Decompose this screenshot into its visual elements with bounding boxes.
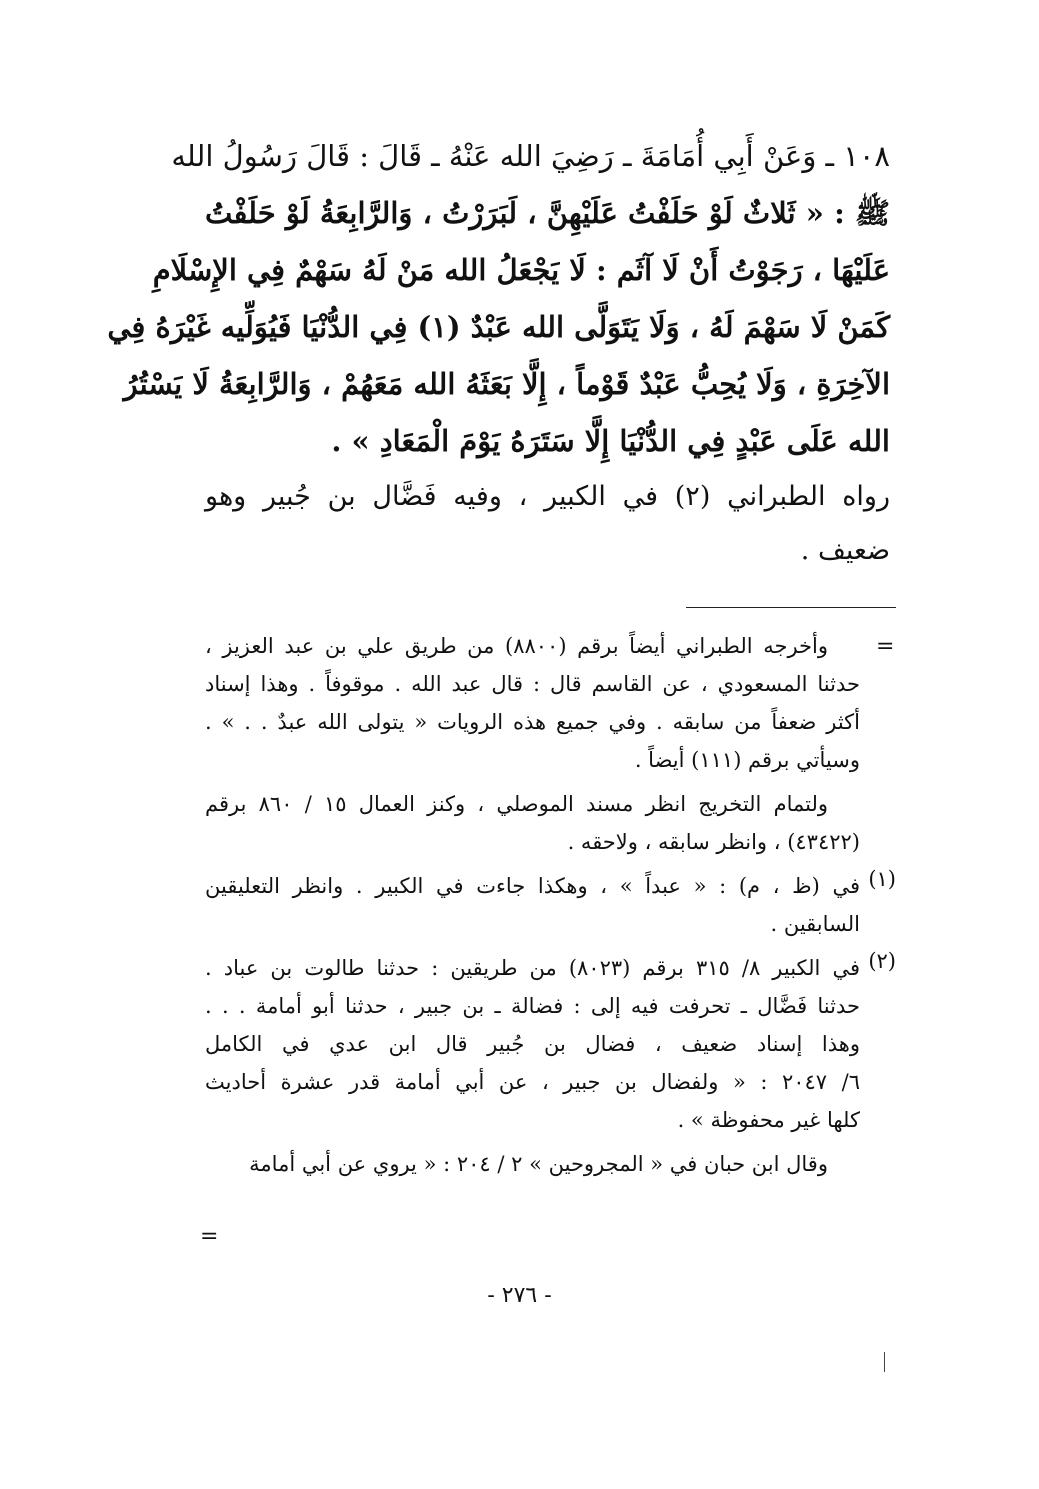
- footnote-2: [205, 949, 896, 1139]
- continuation-mark-top: =: [876, 634, 895, 659]
- footnote-1: [205, 867, 896, 943]
- footnote-line: ولتمام التخريج انظر مسند الموصلي ، وكنز العمال ١٥ / ٨٦٠ برقم: [205, 792, 829, 816]
- footnote-line: وهذا إسناد ضعيف ، فضال بن جُبير قال ابن عدي في الكامل: [205, 1032, 860, 1056]
- footnote-separator: [686, 607, 896, 608]
- footnote-line: كلها غير محفوظة » .: [677, 1108, 860, 1132]
- footnote-line: وقال ابن حبان في « المجروحين » ٢ / ٢٠٤ : « يروي عن أبي أمامة: [249, 1152, 828, 1176]
- footnote-line: (٤٣٤٢٢) ، وانظر سابقه ، ولاحقه .: [567, 830, 860, 854]
- footnote-line: حدثنا فَضَّال ـ تحرفت فيه إلى : فضالة ـ بن جبير ، حدثنا أبو أمامة . . .: [205, 994, 860, 1018]
- narration-line-1: رواه الطبراني (٢) في الكبير ، وفيه فَضَّال بن جُبير وهو: [205, 481, 890, 512]
- hadith-line-6: الله عَلَى عَبْدٍ فِي الدُّنْيَا إِلَّا سَتَرَهُ يَوْمَ الْمَعَادِ » .: [331, 424, 890, 458]
- footnotes: [205, 627, 896, 1183]
- footnote-line: وسيأتي برقم (١١١) أيضاً .: [634, 748, 860, 772]
- footnote-2-number: (٢): [868, 949, 896, 973]
- narration-line-2: ضعيف .: [800, 535, 890, 566]
- hadith-line-4: كَمَنْ لَا سَهْمَ لَهُ ، وَلَا يَتَوَلَّى الله عَبْدٌ (١) فِي الدُّنْيَا فَيُوَلِّيه غَيْرَهُ فِي: [107, 310, 890, 344]
- hadith-line-2: ﷺ : « ثَلاثٌ لَوْ حَلَفْتُ عَلَيْهِنَّ ، لَبَرَرْتُ ، وَالرَّابِعَةُ لَوْ حَلَفْتُ: [205, 196, 890, 230]
- footnote-line: في الكبير ٨/ ٣١٥ برقم (٨٠٢٣) من طريقين : حدثنا طالوت بن عباد .: [205, 956, 860, 980]
- hadith-line-1: ١٠٨ ـ وَعَنْ أَبِي أُمَامَةَ ـ رَضِيَ الله عَنْهُ ـ قَالَ : قَالَ رَسُولُ الله: [171, 139, 890, 173]
- continuation-mark-bottom: =: [200, 1224, 219, 1249]
- page-number: - ٢٧٦ -: [487, 1283, 552, 1308]
- footnote-line: وأخرجه الطبراني أيضاً برقم (٨٨٠٠) من طريق علي بن عبد العزيز ،: [205, 634, 829, 658]
- footnote-line: ٦/ ٢٠٤٧ : « ولفضال بن جبير ، عن أبي أمامة قدر عشرة أحاديث: [205, 1070, 860, 1094]
- scan-mark: [884, 1352, 885, 1372]
- footnote-continued: [205, 627, 860, 779]
- footnote-continues: [205, 1145, 860, 1183]
- footnote-line: حدثنا المسعودي ، عن القاسم قال : قال عبد الله . موقوفاً . وهذا إسناد: [205, 672, 860, 696]
- hadith-text: [107, 128, 890, 578]
- footnote-paragraph-2: [205, 785, 860, 861]
- footnote-line: أكثر ضعفاً من سابقه . وفي جميع هذه الرويات « يتولى الله عبدٌ . . » .: [205, 710, 860, 734]
- footnote-1-number: (١): [868, 867, 896, 891]
- hadith-line-5: الآخِرَةِ ، وَلَا يُحِبُّ عَبْدٌ قَوْماً ، إِلَّا بَعَثَهُ الله مَعَهُمْ ، وَالرَّابِعَةُ لَا يَسْتُرُ: [123, 367, 890, 401]
- footnote-line: في (ظ ، م) : « عبداً » ، وهكذا جاءت في الكبير . وانظر التعليقين: [205, 874, 860, 898]
- footnote-line: السابقين .: [770, 912, 860, 936]
- hadith-line-3: عَلَيْهَا ، رَجَوْتُ أَنْ لَا آثَم : لَا يَجْعَلُ الله مَنْ لَهُ سَهْمٌ فِي الإِسْلَامِ: [152, 253, 890, 287]
